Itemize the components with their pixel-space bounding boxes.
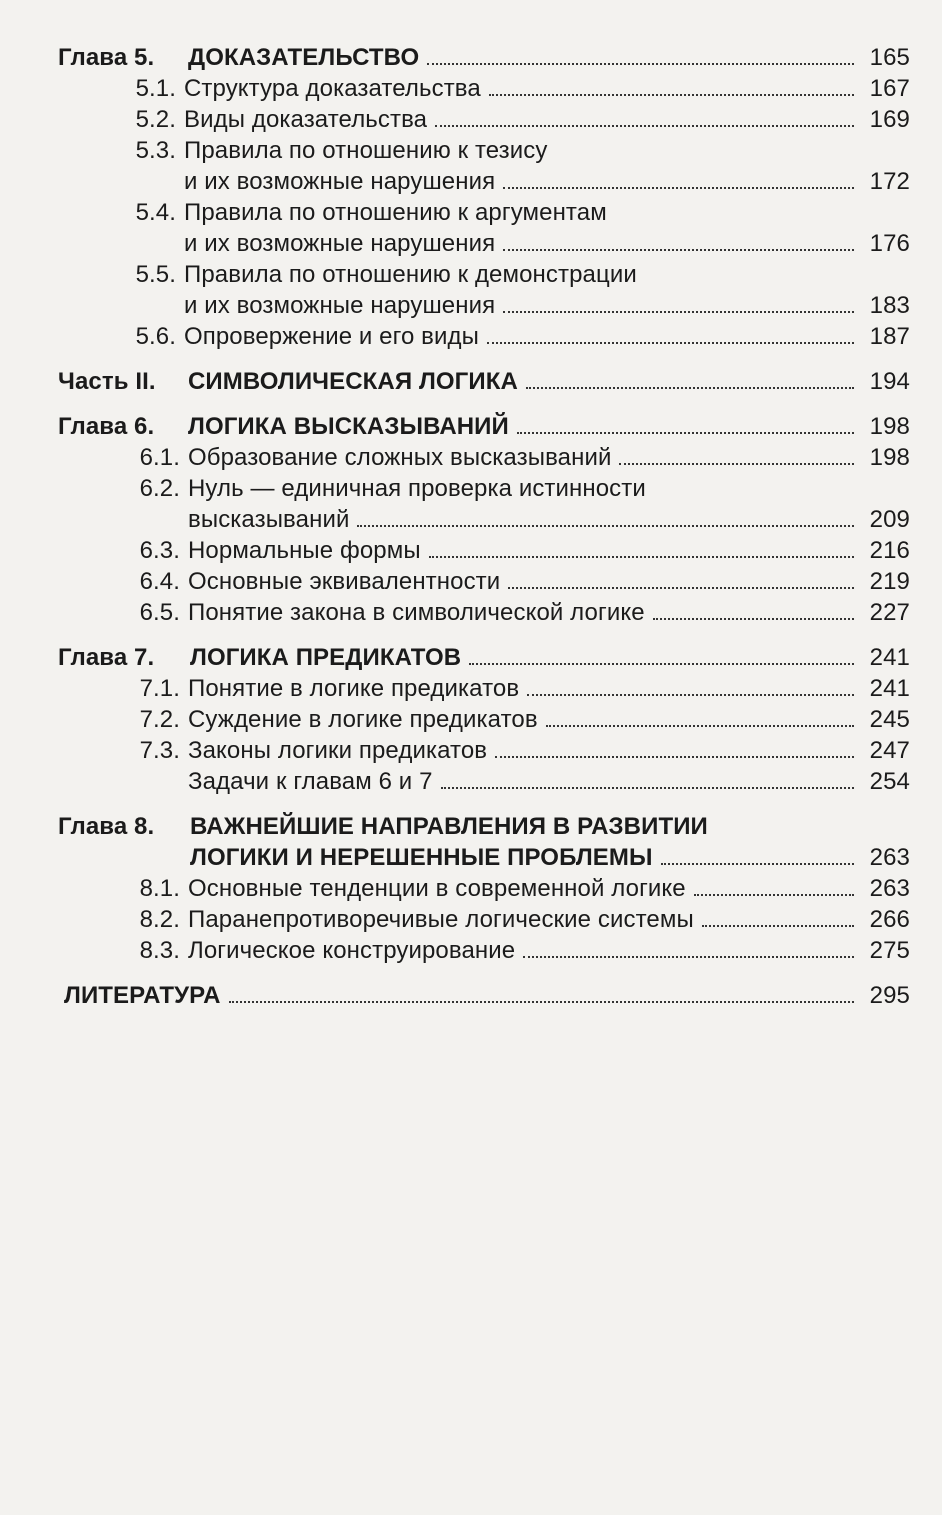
section-number: 5.3. xyxy=(135,137,176,164)
dot-leader xyxy=(527,694,854,696)
section-title-line: высказываний xyxy=(188,506,350,533)
section-number: 6.5. xyxy=(139,599,180,626)
page-number: 245 xyxy=(869,706,910,733)
chapter-title: ЛОГИКА ПРЕДИКАТОВ xyxy=(190,644,462,671)
dot-leader xyxy=(503,311,854,313)
page-number: 295 xyxy=(869,982,910,1009)
section-number: 6.1. xyxy=(139,444,180,471)
chapter-title: ДОКАЗАТЕЛЬСТВО xyxy=(188,44,420,71)
page-number: 165 xyxy=(869,44,910,71)
toc-section-7-2 xyxy=(58,704,910,735)
dot-leader xyxy=(508,587,854,589)
dot-leader xyxy=(429,556,854,558)
page-number: 198 xyxy=(869,413,910,440)
toc-chapter-6 xyxy=(58,411,910,442)
toc-section-6-5 xyxy=(58,597,910,628)
dot-leader xyxy=(661,863,854,865)
dot-leader xyxy=(427,63,854,65)
page-number: 263 xyxy=(869,844,910,871)
dot-leader xyxy=(619,463,854,465)
section-number: 7.3. xyxy=(139,737,180,764)
section-title-line: и их возможные нарушения xyxy=(184,292,496,319)
section-title: Виды доказательства xyxy=(184,106,428,133)
chapter-title: ЛОГИКА ВЫСКАЗЫВАНИЙ xyxy=(188,413,509,440)
page-number: 254 xyxy=(869,768,910,795)
chapter-label: Глава 5. xyxy=(58,44,155,71)
toc-section-8-1 xyxy=(58,873,910,904)
page-number: 241 xyxy=(869,675,910,702)
page-number: 176 xyxy=(869,230,910,257)
page-number: 183 xyxy=(869,292,910,319)
chapter-label: Глава 6. xyxy=(58,413,155,440)
section-number: 8.1. xyxy=(139,875,180,902)
chapter-label: Глава 8. xyxy=(58,813,155,840)
section-number: 7.2. xyxy=(139,706,180,733)
section-title-line: Правила по отношению к тезису xyxy=(184,137,548,164)
section-title: Понятие закона в символической логике xyxy=(188,599,645,626)
page-number: 198 xyxy=(869,444,910,471)
section-title: Нормальные формы xyxy=(188,537,421,564)
section-title: Основные эквивалентности xyxy=(188,568,501,595)
section-number: 6.3. xyxy=(139,537,180,564)
section-title: Задачи к главам 6 и 7 xyxy=(188,768,433,795)
section-number: 7.1. xyxy=(139,675,180,702)
literature-title: ЛИТЕРАТУРА xyxy=(64,982,221,1009)
toc-section-5-3 xyxy=(58,135,910,197)
page-number: 227 xyxy=(869,599,910,626)
toc-section-5-4 xyxy=(58,197,910,259)
toc-section-5-2 xyxy=(58,104,910,135)
dot-leader xyxy=(702,925,854,927)
dot-leader xyxy=(517,432,854,434)
section-number: 8.3. xyxy=(139,937,180,964)
toc-section-8-3 xyxy=(58,935,910,966)
dot-leader xyxy=(526,387,854,389)
toc-section-7-1 xyxy=(58,673,910,704)
page-number: 169 xyxy=(869,106,910,133)
toc-section-6-1 xyxy=(58,442,910,473)
page-number: 263 xyxy=(869,875,910,902)
page-number: 216 xyxy=(869,537,910,564)
dot-leader xyxy=(469,663,854,665)
dot-leader xyxy=(503,249,854,251)
section-title: Понятие в логике предикатов xyxy=(188,675,520,702)
section-title: Законы логики предикатов xyxy=(188,737,488,764)
toc-section-6-3 xyxy=(58,535,910,566)
section-number: 5.6. xyxy=(135,323,176,350)
part-label: Часть II. xyxy=(58,368,156,395)
chapter-title-line: ВАЖНЕЙШИЕ НАПРАВЛЕНИЯ В РАЗВИТИИ xyxy=(190,813,708,840)
section-number: 8.2. xyxy=(139,906,180,933)
dot-leader xyxy=(229,1001,854,1003)
toc-section-5-1 xyxy=(58,73,910,104)
section-title: Образование сложных высказываний xyxy=(188,444,612,471)
toc-section-5-6 xyxy=(58,321,910,352)
dot-leader xyxy=(653,618,854,620)
section-number: 5.1. xyxy=(135,75,176,102)
toc-section-5-5 xyxy=(58,259,910,321)
page-number: 241 xyxy=(869,644,910,671)
page-number: 219 xyxy=(869,568,910,595)
section-title: Логическое конструирование xyxy=(188,937,516,964)
toc-chapter-8 xyxy=(58,811,910,873)
chapter-label: Глава 7. xyxy=(58,644,155,671)
toc-section-6-4 xyxy=(58,566,910,597)
toc-problems-6-7 xyxy=(58,766,910,797)
section-title-line: Правила по отношению к демонстрации xyxy=(184,261,637,288)
dot-leader xyxy=(435,125,854,127)
toc-section-8-2 xyxy=(58,904,910,935)
section-number: 5.2. xyxy=(135,106,176,133)
part-title: СИМВОЛИЧЕСКАЯ ЛОГИКА xyxy=(188,368,518,395)
toc-part-2 xyxy=(58,366,910,397)
page-number: 266 xyxy=(869,906,910,933)
section-number: 5.4. xyxy=(135,199,176,226)
dot-leader xyxy=(489,94,854,96)
page-number: 167 xyxy=(869,75,910,102)
dot-leader xyxy=(694,894,854,896)
page-number: 172 xyxy=(869,168,910,195)
section-title-line: и их возможные нарушения xyxy=(184,168,496,195)
section-title-line: и их возможные нарушения xyxy=(184,230,496,257)
toc-chapter-7 xyxy=(58,642,910,673)
page-number: 209 xyxy=(869,506,910,533)
section-title: Основные тенденции в современной логике xyxy=(188,875,686,902)
section-title: Опровержение и его виды xyxy=(184,323,479,350)
toc-section-7-3 xyxy=(58,735,910,766)
section-number: 6.4. xyxy=(139,568,180,595)
section-title: Паранепротиворечивые логические системы xyxy=(188,906,694,933)
toc-chapter-5 xyxy=(58,42,910,73)
dot-leader xyxy=(441,787,854,789)
page-number: 187 xyxy=(869,323,910,350)
dot-leader xyxy=(487,342,854,344)
section-title-line: Нуль — единичная проверка истинности xyxy=(188,475,646,502)
toc-literature xyxy=(58,980,910,1011)
section-number: 5.5. xyxy=(135,261,176,288)
section-title: Суждение в логике предикатов xyxy=(188,706,538,733)
dot-leader xyxy=(503,187,854,189)
dot-leader xyxy=(357,525,854,527)
page-number: 275 xyxy=(869,937,910,964)
dot-leader xyxy=(495,756,854,758)
page-number: 194 xyxy=(869,368,910,395)
section-title-line: Правила по отношению к аргументам xyxy=(184,199,607,226)
table-of-contents xyxy=(58,42,910,1011)
dot-leader xyxy=(523,956,854,958)
page-number: 247 xyxy=(869,737,910,764)
dot-leader xyxy=(546,725,854,727)
section-number: 6.2. xyxy=(139,475,180,502)
section-title: Структура доказательства xyxy=(184,75,481,102)
chapter-title-line: ЛОГИКИ И НЕРЕШЕННЫЕ ПРОБЛЕМЫ xyxy=(190,844,653,871)
toc-section-6-2 xyxy=(58,473,910,535)
